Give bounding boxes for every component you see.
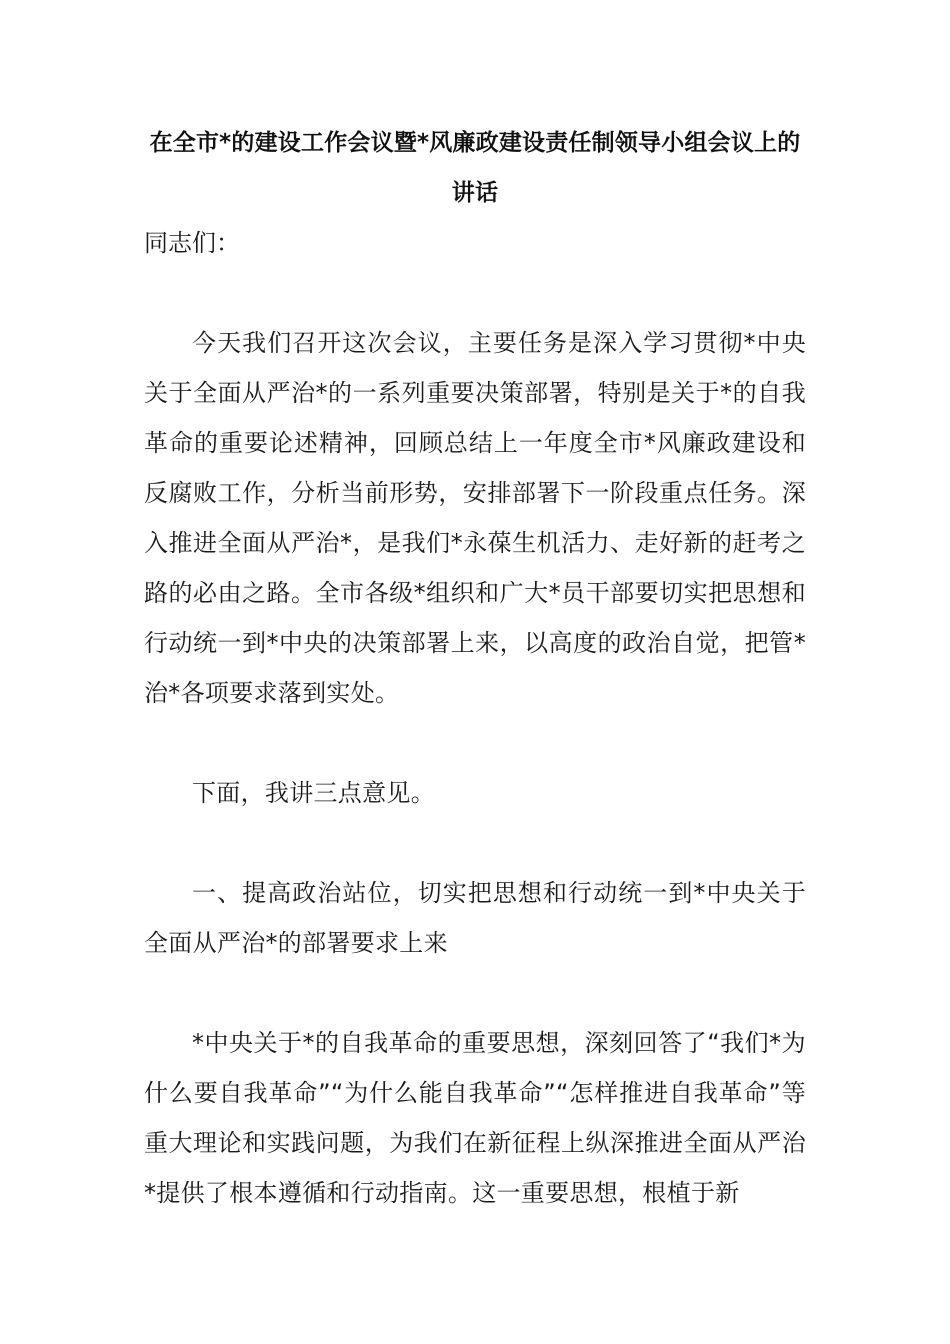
spacer <box>144 968 806 1018</box>
salutation: 同志们： <box>144 229 240 257</box>
document-body <box>144 118 806 1218</box>
section-heading-1: 一、提高政治站位，切实把思想和行动统一到*中央关于全面从严治*的部署要求上来 <box>144 879 806 957</box>
paragraph-intro: 今天我们召开这次会议，主要任务是深入学习贯彻*中央关于全面从严治*的一系列重要决策部署，特别是关于*的自我革命的重要论述精神，回顾总结上一年度全市*风廉政建设和反腐败工作，分析当前形势，安排部署下一阶段重点任务。深入推进全面从严治*，是我们*永葆生机活力、走好新的赶考之路的必由之路。全市各级*组织和广大*员干部要切实把思想和行动统一到*中央的决策部署上来，以高度的政治自觉，把管*治*各项要求落到实处。 <box>144 329 806 707</box>
paragraph-transition: 下面，我讲三点意见。 <box>192 779 435 807</box>
spacer <box>144 268 806 318</box>
spacer <box>144 718 806 768</box>
document-title: 在全市*的建设工作会议暨*风廉政建设责任制领导小组会议上的讲话 <box>149 130 801 206</box>
spacer <box>144 818 806 868</box>
paragraph-section-1-body: *中央关于*的自我革命的重要思想，深刻回答了“我们*为什么要自我革命”“为什么能自我革命”“怎样推进自我革命”等重大理论和实践问题，为我们在新征程上纵深推进全面从严治*提供了根本遵循和行动指南。这一重要思想，根植于新 <box>144 1029 806 1207</box>
